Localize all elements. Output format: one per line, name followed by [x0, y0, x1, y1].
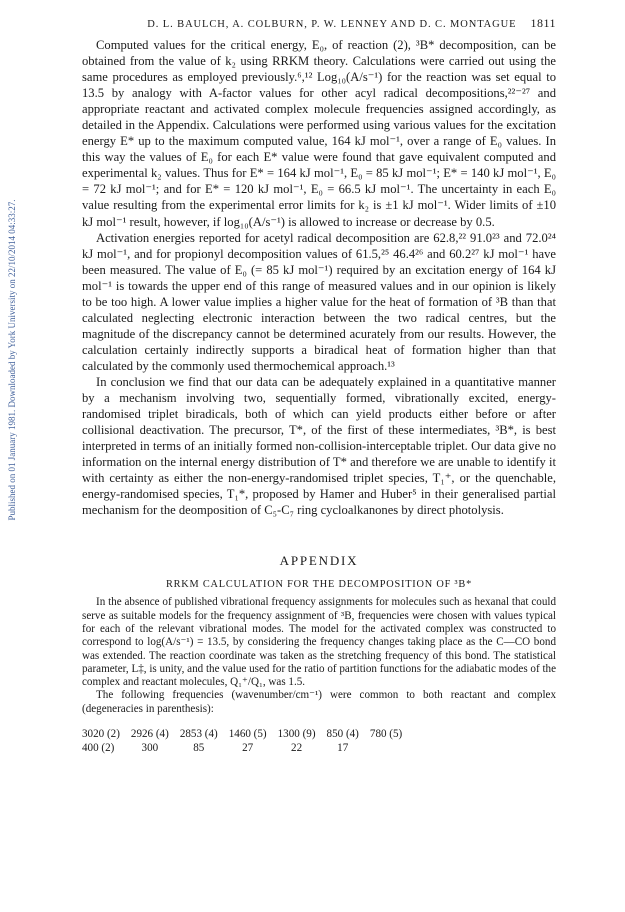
- frequency-cell: [370, 742, 413, 756]
- frequency-cell: 400 (2): [82, 741, 115, 754]
- frequency-cell: 3020 (2): [82, 728, 120, 741]
- appendix-paragraph-model: In the absence of published vibrational frequency assignments for molecules such as hexanal that could serve as suitable models for the frequency assignment of ³B, frequencies were chosen with values typical for each of the relevant vibrational modes. The model for the activated complex was constructed to correspond to log(A/s⁻¹) = 13.5, by considering the frequency changes taking place as the C—CO bond was extended. The reaction coordinate was taken as the stretching frequency of this bond. The statistical parameter, L‡, is unity, and the value used for the ratio of partition functions for the adiabatic modes of the complex and reactant molecules, Q₁⁺/Q₁, was 1.5.: [82, 596, 556, 689]
- appendix-text: [82, 596, 556, 716]
- paragraph-critical-energy: Computed values for the critical energy, E₀, of reaction (2), ³B* decomposition, can be obtained from the value of k₂ using RRKM theory. Calculations were carried out using the same procedures as employed previously.⁶,¹² Log₁₀(A/s⁻¹) for the reaction was set equal to 13.5 by analogy with A-factor values for other acyl radical decompositions,²²⁻²⁷ and appropriate reactant and activated complex molecule frequencies assigned accordingly, as detailed in the Appendix. Calculations were performed using various values for the excitation energy E* up to the maximum computed value, 164 kJ mol⁻¹, over a range of E₀ values. In this way the values of E₀ for each E* value were found that gave equivalent computed and experimental k₂ values. Thus for E* = 164 kJ mol⁻¹, E₀ = 85 kJ mol⁻¹; E* = 140 kJ mol⁻¹, E₀ = 72 kJ mol⁻¹; and for E* = 120 kJ mol⁻¹, E₀ = 66.5 kJ mol⁻¹. The uncertainty in each E₀ value resulting from the experimental error limits for k₂ is ±1 kJ mol⁻¹. Wider limits of ±10 kJ mol⁻¹ result, however, if log₁₀(A/s⁻¹) is allowed to increase or decrease by 0.5.: [82, 38, 556, 229]
- frequency-cell: 1460 (5): [228, 728, 267, 741]
- download-watermark-text: Published on 01 January 1981. Downloaded by York University on 22/10/2014 04:33:27.: [7, 199, 17, 521]
- frequency-row: [82, 742, 413, 756]
- frequency-cell: 2926 (4): [130, 728, 169, 741]
- appendix-paragraph-frequencies: The following frequencies (wavenumber/cm⁻¹) were common to both reactant and complex (degeneracies in parenthesis):: [82, 689, 556, 715]
- appendix-title: APPENDIX: [279, 553, 359, 569]
- page-number: 1811: [530, 16, 556, 30]
- paragraph-activation-energies: Activation energies reported for acetyl radical decomposition are 62.8,²² 91.0²³ and 72.0²⁴ kJ mol⁻¹, and for propionyl decomposition values of 61.5,²⁵ 46.4²⁶ and 60.2²⁷ kJ mol⁻¹ have been measured. The value of E₀ (= 85 kJ mol⁻¹) required by an excitation energy of 164 kJ mol⁻¹ is towards the upper end of this range of measured values and in our opinion is likely to be too high. A lower value implies a higher value for the heat of formation of ³B than that calculated neglecting electronic interaction between the two radical centres, but the magnitude of the discrepancy cannot be determined acurately from our results. However, the calculation certainly indirectly supports a biradical heat of formation higher than that calculated by the commonly used thermochemical approach.¹³: [82, 230, 556, 373]
- journal-page: [82, 16, 556, 755]
- download-watermark: [0, 150, 24, 570]
- paragraph-conclusion: In conclusion we find that our data can be adequately explained in a quantitative manner by a mechanism involving two, sequentially formed, vibrationally excited, energy-randomised triplet biradicals, both of which can yield products either before or after collisional deactivation. The precursor, T*, of the first of these intermediates, ³B*, is best interpreted in terms of an initially formed non-collision-interceptable triplet. Our data give no information on the internal energy distribution of T* and therefore we are unable to identify it with certainty as either the non-energy-randomised triplet species, T₁⁺, or the quenchable, energy-randomised species, T₁*, proposed by Hamer and Huber⁵ in their generalised partial mechanism for the deomposition of C₅-C₇ ring cycloalkanones by direct photolysis.: [82, 374, 556, 518]
- running-header: [82, 16, 556, 31]
- frequency-cell: 17: [337, 741, 349, 754]
- main-text: [82, 37, 556, 518]
- frequency-cell: 300: [141, 741, 159, 754]
- appendix-subtitle: RRKM CALCULATION FOR THE DECOMPOSITION OF ³B*: [165, 579, 473, 591]
- frequency-cell: 85: [193, 741, 205, 754]
- frequency-cell: 22: [291, 741, 303, 754]
- frequency-cell: 780 (5): [369, 728, 403, 741]
- frequency-cell: 2853 (4): [179, 728, 218, 741]
- frequency-cell: 850 (4): [326, 728, 359, 741]
- header-authors: D. L. BAULCH, A. COLBURN, P. W. LENNEY AND D. C. MONTAGUE: [147, 19, 517, 30]
- frequency-cell: 27: [242, 741, 254, 754]
- frequency-cell: 1300 (9): [277, 728, 316, 741]
- frequency-row: [82, 728, 413, 742]
- frequency-table: [82, 728, 413, 755]
